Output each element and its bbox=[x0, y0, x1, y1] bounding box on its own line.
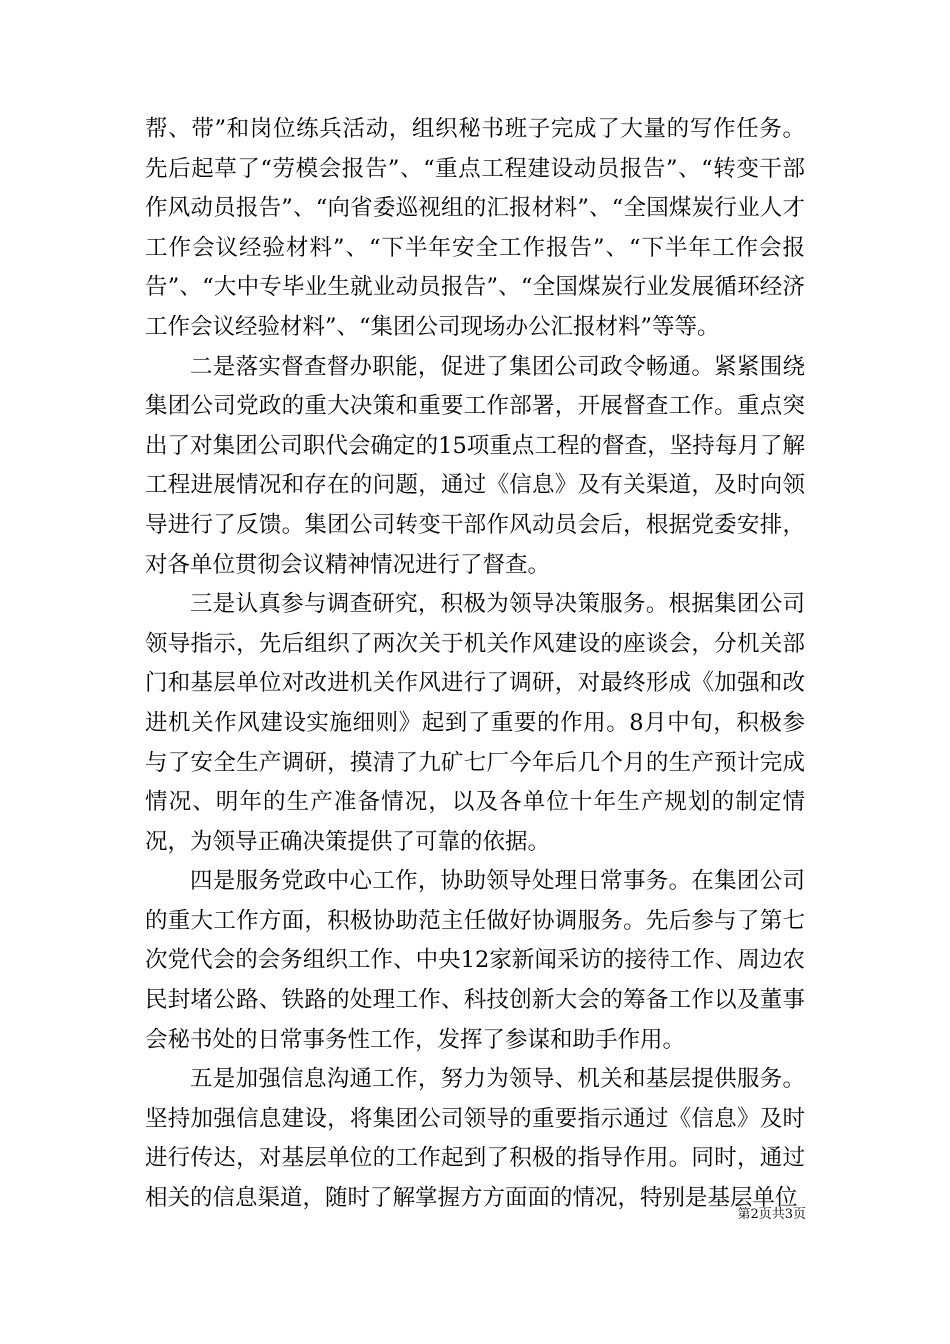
document-body bbox=[145, 110, 805, 1219]
paragraph-research: 三是认真参与调查研究，积极为领导决策服务。根据集团公司领导指示，先后组织了两次关于机关作风建设的座谈会，分机关部门和基层单位对改进机关作风进行了调研，对最终形成《加强和改进机关作风建设实施细则》起到了重要的作用。8月中旬，积极参与了安全生产调研，摸清了九矿七厂今年后几个月的生产预计完成情况、明年的生产准备情况，以及各单位十年生产规划的制定情况，为领导正确决策提供了可靠的依据。 bbox=[145, 591, 805, 855]
paragraph-supervision: 二是落实督查督办职能，促进了集团公司政令畅通。紧紧围绕集团公司党政的重大决策和重要工作部署，开展督查工作。重点突出了对集团公司职代会确定的15项重点工程的督查，坚持每月了解工程进展情况和存在的问题，通过《信息》及有关渠道，及时向领导进行了反馈。集团公司转变干部作风动员会后，根据党委安排，对各单位贯彻会议精神情况进行了督查。 bbox=[145, 353, 805, 578]
paragraph-daily-affairs: 四是服务党政中心工作，协助领导处理日常事务。在集团公司的重大工作方面，积极协助范主任做好协调服务。先后参与了第七次党代会的会务组织工作、中央12家新闻采访的接待工作、周边农民封堵公路、铁路的处理工作、科技创新大会的筹备工作以及董事会秘书处的日常事务性工作，发挥了参谋和助手作用。 bbox=[145, 868, 805, 1053]
paragraph-continuation: 帮、带”和岗位练兵活动，组织秘书班子完成了大量的写作任务。先后起草了“劳模会报告”、“重点工程建设动员报告”、“转变干部作风动员报告”、“向省委巡视组的汇报材料”、“全国煤炭行业人才工作会议经验材料”、“下半年安全工作报告”、“下半年工作会报告”、“大中专毕业生就业动员报告”、“全国煤炭行业发展循环经济工作会议经验材料”、“集团公司现场办公汇报材料”等等。 bbox=[145, 116, 805, 340]
page-number-footer: 第2页共3页 bbox=[737, 1207, 806, 1222]
paragraph-information: 五是加强信息沟通工作，努力为领导、机关和基层提供服务。坚持加强信息建设，将集团公司领导的重要指示通过《信息》及时进行传达，对基层单位的工作起到了积极的指导作用。同时，通过相关的信息渠道，随时了解掌握方方面面的情况，特别是基层单位 bbox=[145, 1066, 805, 1212]
